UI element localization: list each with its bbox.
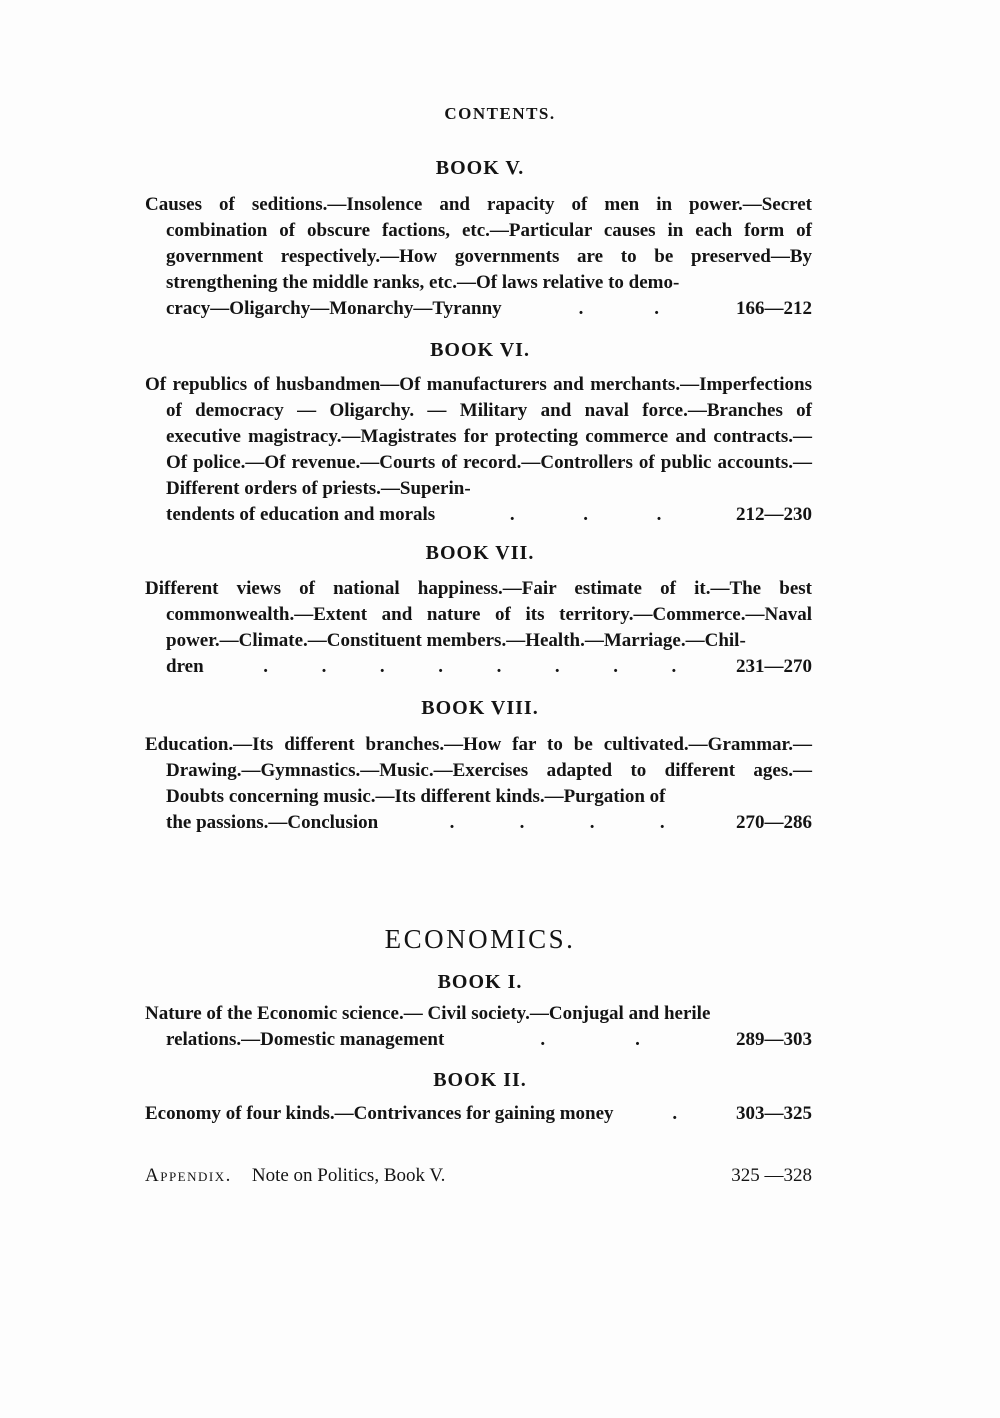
dot-leader <box>502 296 736 322</box>
book-vii-heading: BOOK VII. <box>425 542 535 564</box>
appendix-pages: 325 —328 <box>731 1165 812 1186</box>
book-vi-heading: BOOK VI. <box>430 339 530 361</box>
leader-dot: . <box>635 1029 640 1050</box>
leader-dot: . <box>583 504 588 525</box>
leader-dot: . <box>656 504 662 525</box>
appendix-label: Appendix. <box>145 1165 232 1186</box>
economics-book-ii-text: Economy of four kinds.—Contrivances for gaining money <box>145 1103 614 1124</box>
economics-book-i-summary: Nature of the Economic science.— Civil society.—Conjugal and herile <box>145 1003 711 1024</box>
book-viii-last-line <box>145 810 812 836</box>
book-vii-last-text: dren <box>166 656 204 677</box>
book-vi-last-text: tendents of education and morals <box>166 504 436 525</box>
book-v-heading: BOOK V. <box>435 157 525 179</box>
book-viii-last-text: the passions.—Conclusion <box>166 812 379 833</box>
dot-leader <box>378 810 736 836</box>
dot-leader <box>444 1027 736 1053</box>
leader-dot: . <box>496 656 502 677</box>
leader-dot: . <box>659 812 665 833</box>
book-v-entry <box>145 192 812 322</box>
leader-dot: . <box>654 298 660 319</box>
leader-dot: . <box>263 656 268 677</box>
leader-dot: . <box>589 812 595 833</box>
economics-book-i-heading: BOOK I. <box>437 971 523 993</box>
book-vi-entry <box>145 372 812 528</box>
leader-dot: . <box>438 656 443 677</box>
book-vii-last-line <box>145 654 812 680</box>
economics-book-ii-line <box>145 1101 812 1127</box>
book-vii-entry <box>145 576 812 680</box>
book-vii-summary: Different views of national happiness.—Fair estimate of it.—The best commonwealth.—Extent and nature of its territory.—Commerce.—Naval power.—Climate.—Constituent members.—Health.—Marriage.—Chil- <box>145 578 812 651</box>
leader-dot: . <box>672 1103 678 1124</box>
leader-dot: . <box>540 1029 546 1050</box>
book-viii-summary: Education.—Its different branches.—How far to be cultivated.—Grammar.—Drawing.—Gymnastics.—Music.—Exercises adapted to different ages.—Doubts concerning music.—Its different kinds.—Purgation of <box>145 734 812 807</box>
leader-dot: . <box>613 656 618 677</box>
running-head: CONTENTS. <box>444 104 556 123</box>
book-vi-summary: Of republics of husbandmen—Of manufacturers and merchants.—Imperfections of democracy — Oligarchy. — Military and naval force.—Branches of executive magistracy.—Magistrates for protecting commerce and contracts.—Of police.—Of revenue.—Courts of record.—Controllers of public accounts.—Different orders of priests.—Superin- <box>145 374 812 499</box>
economics-book-ii-entry <box>145 1101 812 1127</box>
appendix-text: Note on Politics, Book V. <box>251 1165 446 1186</box>
economics-book-ii-heading: BOOK II. <box>433 1069 527 1091</box>
leader-dot: . <box>578 298 584 319</box>
economics-book-i-last-line <box>145 1027 812 1053</box>
book-v-last-text: cracy—Oligarchy—Monarchy—Tyranny <box>166 298 502 319</box>
leader-dot: . <box>509 504 515 525</box>
leader-dot: . <box>449 812 455 833</box>
leader-dot: . <box>671 656 677 677</box>
book-viii-entry <box>145 732 812 836</box>
book-viii-heading: BOOK VIII. <box>421 697 539 719</box>
economics-book-ii-pages: 303—325 <box>736 1103 812 1124</box>
economics-book-i-pages: 289—303 <box>736 1029 812 1050</box>
book-v-last-line <box>145 296 812 322</box>
leader-dot: . <box>519 812 525 833</box>
economics-title: ECONOMICS. <box>384 924 576 954</box>
book-v-summary: Causes of seditions.—Insolence and rapacity of men in power.—Secret combination of obscure factions, etc.—Particular causes in each form of government respectively.—How governments are to be preserved—By strengthening the middle ranks, etc.—Of laws relative to demo- <box>145 194 812 293</box>
dot-leader <box>204 654 736 680</box>
dot-leader <box>614 1101 736 1127</box>
appendix-entry <box>145 1163 812 1189</box>
dot-leader <box>435 502 736 528</box>
book-vi-pages: 212—230 <box>736 504 812 525</box>
economics-book-i-last-text: relations.—Domestic management <box>166 1029 445 1050</box>
economics-book-i-entry <box>145 1001 812 1053</box>
book-viii-pages: 270—286 <box>736 812 812 833</box>
book-vi-last-line <box>145 502 812 528</box>
leader-dot: . <box>379 656 385 677</box>
book-v-pages: 166—212 <box>736 298 812 319</box>
leader-dot: . <box>554 656 560 677</box>
leader-dot: . <box>321 656 327 677</box>
book-vii-pages: 231—270 <box>736 656 812 677</box>
